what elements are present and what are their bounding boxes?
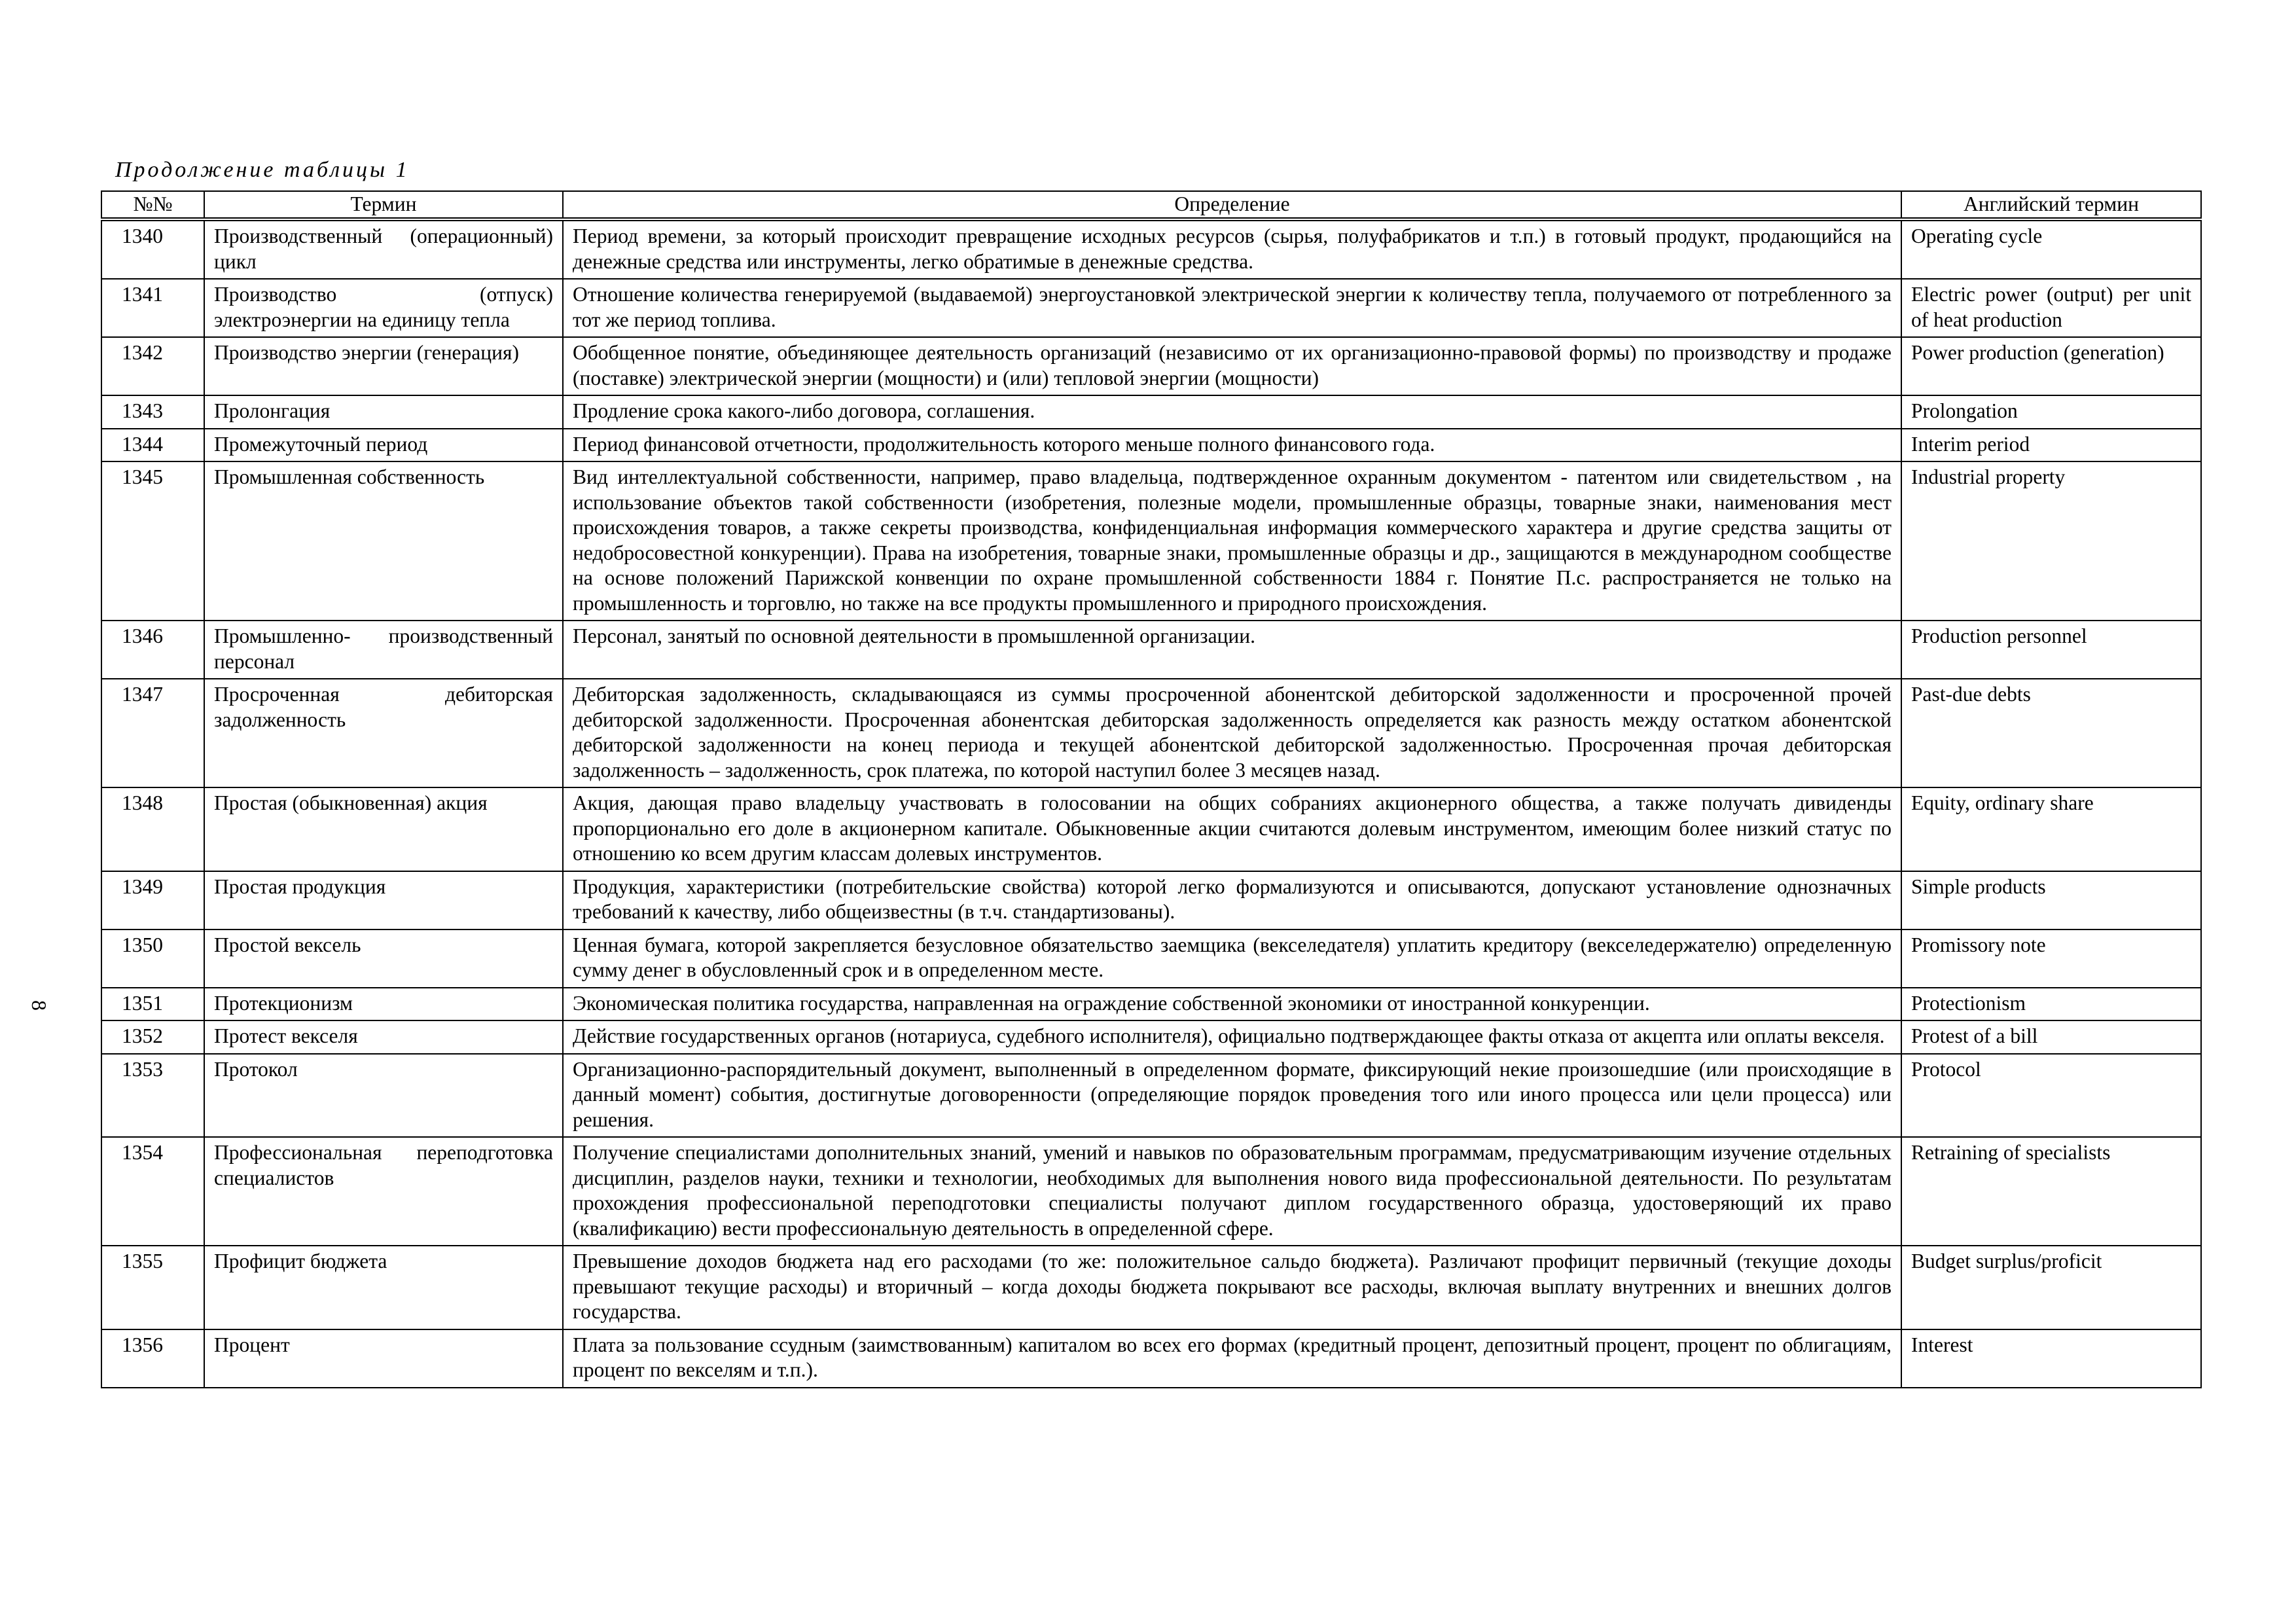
row-definition: Период времени, за который происходит превращение исходных ресурсов (сырья, полуфабрикатов и т.п.) в готовый продукт, продающийся на денежные средства или инструменты, легко обратимые в денежные средства. [563, 219, 1901, 279]
row-english-term: Operating cycle [1901, 219, 2201, 279]
row-number: 1340 [101, 219, 204, 279]
row-term: Протокол [204, 1054, 563, 1138]
table-row [101, 1020, 2201, 1054]
table-row [101, 871, 2201, 929]
page-number: 8 [27, 1000, 51, 1011]
header-definition: Определение [563, 191, 1901, 219]
row-english-term: Industrial property [1901, 461, 2201, 621]
table-row [101, 395, 2201, 429]
table-caption: Продолжение таблицы 1 [115, 158, 410, 182]
row-number: 1349 [101, 871, 204, 929]
row-number: 1352 [101, 1020, 204, 1054]
row-definition: Вид интеллектуальной собственности, например, право владельца, подтвержденное охранным документом - патентом или свидетельством , на использование объектов такой собственности (изобретения, полезные модели, промышленные образцы, товарные знаки, наименования мест происхождения товаров, а также секреты производства, конфиденциальная информация коммерческого характера и другие средства защиты от недобросовестной конкуренции). Права на изобретения, товарные знаки, промышленные образцы и др., защищаются в международном сообществе на основе положений Парижской конвенции по охране промышленной собственности 1884 г. Понятие П.с. распространяется не только на промышленность и торговлю, но также на все продукты промышленного и природного происхождения. [563, 461, 1901, 621]
row-number: 1351 [101, 988, 204, 1021]
row-number: 1342 [101, 337, 204, 395]
table-row [101, 461, 2201, 621]
row-number: 1355 [101, 1246, 204, 1329]
row-english-term: Production personnel [1901, 621, 2201, 679]
row-term: Профессиональная переподготовка специалистов [204, 1137, 563, 1246]
row-number: 1343 [101, 395, 204, 429]
row-english-term: Retraining of specialists [1901, 1137, 2201, 1246]
row-definition: Плата за пользование ссудным (заимствованным) капиталом во всех его формах (кредитный процент, депозитный процент, процент по облигациям, процент по векселям и т.п.). [563, 1329, 1901, 1388]
table-row [101, 929, 2201, 988]
row-number: 1356 [101, 1329, 204, 1388]
row-term: Просроченная дебиторская задолженность [204, 679, 563, 787]
row-definition: Действие государственных органов (нотариуса, судебного исполнителя), официально подтверждающее факты отказа от акцепта или оплаты векселя. [563, 1020, 1901, 1054]
row-english-term: Interim period [1901, 429, 2201, 462]
row-term: Протекционизм [204, 988, 563, 1021]
table-row [101, 621, 2201, 679]
row-term: Промышленная собственность [204, 461, 563, 621]
row-term: Простая (обыкновенная) акция [204, 787, 563, 871]
row-definition: Продление срока какого-либо договора, соглашения. [563, 395, 1901, 429]
header-row [101, 191, 2201, 219]
row-english-term: Budget surplus/proficit [1901, 1246, 2201, 1329]
table-body [101, 219, 2201, 1388]
row-number: 1344 [101, 429, 204, 462]
row-number: 1353 [101, 1054, 204, 1138]
row-term: Пролонгация [204, 395, 563, 429]
row-definition: Обобщенное понятие, объединяющее деятельность организаций (независимо от их организационно-правовой формы) по производству и продаже (поставке) электрической энергии (мощности) и (или) тепловой энергии (мощности) [563, 337, 1901, 395]
header-term: Термин [204, 191, 563, 219]
row-definition: Период финансовой отчетности, продолжительность которого меньше полного финансового года. [563, 429, 1901, 462]
table-row [101, 219, 2201, 279]
row-english-term: Protest of a bill [1901, 1020, 2201, 1054]
row-english-term: Interest [1901, 1329, 2201, 1388]
row-definition: Отношение количества генерируемой (выдаваемой) энергоустановкой электрической энергии к количеству тепла, получаемого от потребленного за тот же период топлива. [563, 279, 1901, 337]
table-row [101, 429, 2201, 462]
header-english-term: Английский термин [1901, 191, 2201, 219]
table-row [101, 787, 2201, 871]
row-definition: Дебиторская задолженность, складывающаяся из суммы просроченной абонентской дебиторской задолженности и просроченной прочей дебиторской задолженности. Просроченная абонентская дебиторская задолженность определяется как разность между остатком абонентской дебиторской задолженности на конец периода и текущей абонентской дебиторской задолженностью. Просроченная прочая дебиторская задолженность – задолженность, срок платежа, по которой наступил более 3 месяцев назад. [563, 679, 1901, 787]
row-english-term: Prolongation [1901, 395, 2201, 429]
row-term: Промышленно- производственный персонал [204, 621, 563, 679]
table-row [101, 1246, 2201, 1329]
row-term: Протест векселя [204, 1020, 563, 1054]
table-row [101, 279, 2201, 337]
row-english-term: Promissory note [1901, 929, 2201, 988]
row-term: Простой вексель [204, 929, 563, 988]
row-term: Производственный (операционный) цикл [204, 219, 563, 279]
row-definition: Превышение доходов бюджета над его расходами (то же: положительное сальдо бюджета). Различают профицит первичный (текущие доходы превышают текущие расходы) и вторичный – когда доходы бюджета покрывают все расходы, включая выплату внутренних и внешних долгов государства. [563, 1246, 1901, 1329]
table-row [101, 988, 2201, 1021]
row-term: Профицит бюджета [204, 1246, 563, 1329]
row-english-term: Power production (generation) [1901, 337, 2201, 395]
row-number: 1350 [101, 929, 204, 988]
row-term: Промежуточный период [204, 429, 563, 462]
row-definition: Получение специалистами дополнительных знаний, умений и навыков по образовательным программам, предусматривающим изучение отдельных дисциплин, разделов науки, техники и технологии, необходимых для выполнения нового вида профессиональной деятельности. По результатам прохождения профессиональной переподготовки специалисты получают диплом государственного образца, удостоверяющий их право (квалификацию) вести профессиональную деятельность в определенной сфере. [563, 1137, 1901, 1246]
header-number: №№ [101, 191, 204, 219]
row-english-term: Protocol [1901, 1054, 2201, 1138]
row-definition: Организационно-распорядительный документ, выполненный в определенном формате, фиксирующий некие произошедшие (или происходящие в данный момент) события, достигнутые договоренности (определяющие порядок проведения того или иного процесса или цели процесса) или решения. [563, 1054, 1901, 1138]
table-header [101, 191, 2201, 219]
glossary-table [101, 190, 2202, 1388]
row-english-term: Past-due debts [1901, 679, 2201, 787]
row-definition: Продукция, характеристики (потребительские свойства) которой легко формализуются и описываются, допускают установление однозначных требований к качеству, либо общеизвестны (в т.ч. стандартизованы). [563, 871, 1901, 929]
row-english-term: Electric power (output) per unit of heat production [1901, 279, 2201, 337]
row-number: 1354 [101, 1137, 204, 1246]
row-definition: Ценная бумага, которой закрепляется безусловное обязательство заемщика (векселедателя) уплатить кредитору (векселедержателю) определенную сумму денег в обусловленный срок и в определенном месте. [563, 929, 1901, 988]
row-english-term: Equity, ordinary share [1901, 787, 2201, 871]
row-definition: Персонал, занятый по основной деятельности в промышленной организации. [563, 621, 1901, 679]
table-row [101, 337, 2201, 395]
row-term: Простая продукция [204, 871, 563, 929]
row-definition: Экономическая политика государства, направленная на ограждение собственной экономики от иностранной конкуренции. [563, 988, 1901, 1021]
row-number: 1346 [101, 621, 204, 679]
table-row [101, 1329, 2201, 1388]
row-number: 1348 [101, 787, 204, 871]
row-term: Производство энергии (генерация) [204, 337, 563, 395]
table-row [101, 679, 2201, 787]
row-term: Производство (отпуск) электроэнергии на единицу тепла [204, 279, 563, 337]
row-english-term: Simple products [1901, 871, 2201, 929]
row-number: 1341 [101, 279, 204, 337]
row-term: Процент [204, 1329, 563, 1388]
table-row [101, 1137, 2201, 1246]
row-definition: Акция, дающая право владельцу участвовать в голосовании на общих собраниях акционерного общества, а также получать дивиденды пропорционально его доле в акционерном капитале. Обыкновенные акции считаются долевым инструментом, имеющим более низкий статус по отношению ко всем другим классам долевых инструментов. [563, 787, 1901, 871]
row-number: 1345 [101, 461, 204, 621]
table-row [101, 1054, 2201, 1138]
row-number: 1347 [101, 679, 204, 787]
row-english-term: Protectionism [1901, 988, 2201, 1021]
